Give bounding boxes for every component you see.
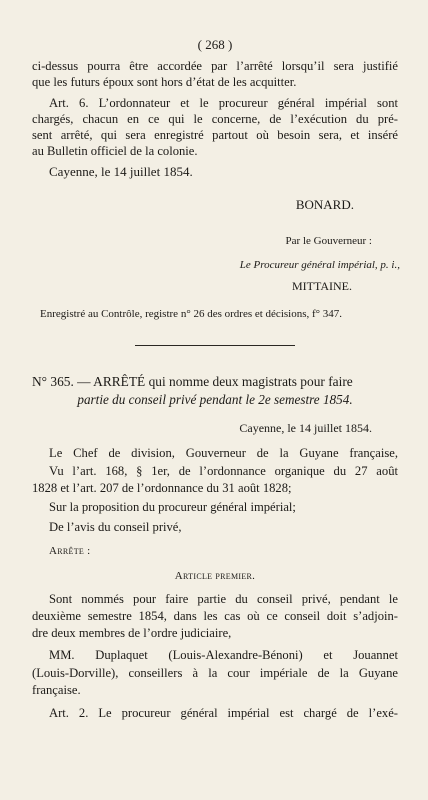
separator-rule [135,345,295,346]
vu-line-1: Vu l’art. 168, § 1er, de l’ordonnance organique du 27 août [49,464,398,478]
article-1-line-3: dre deux membres de l’ordre judiciaire, [32,626,232,640]
page-number: ( 268 ) [197,37,233,52]
article-6-line-2: chargés, chacun en ce qui le concerne, de l’exécution du pré- [32,112,398,126]
article-6-line-4: au Bulletin officiel de la colonie. [32,144,198,158]
continuation-line-1: ci-dessus pourra être accordée par l’arrêté lorsqu’il sera justifié [32,59,398,73]
article-6-line-3: sent arrêté, qui sera enregistré partout où besoin sera, et inséré [32,128,398,142]
article-6-line-1: Art. 6. L’ordonnateur et le procureur général impérial sont [49,96,398,110]
article-premier-heading: Article premier. [174,570,256,582]
arrete-heading-line-1: N° 365. — ARRÊTÉ qui nomme deux magistrats pour faire [32,374,353,389]
arrete-heading-line-2: partie du conseil privé pendant le 2e semestre 1854. [77,392,353,407]
arrete-date: Cayenne, le 14 juillet 1854. [239,421,372,435]
signature-mittaine: MITTAINE. [291,279,352,293]
members-line-1: MM. Duplaquet (Louis-Alexandre-Bénoni) et Jouannet [49,648,398,662]
vu-line-2: 1828 et l’art. 207 de l’ordonnance du 31 août 1828; [32,481,292,495]
arrete-label: Arrête : [49,545,91,557]
members-line-3: française. [32,683,81,697]
procureur-title: Le Procureur général impérial, p. i., [239,259,400,271]
par-le-gouverneur: Par le Gouverneur : [285,235,372,247]
signature-bonard: BONARD. [295,197,354,212]
article-1-line-2: deuxième semestre 1854, dans les cas où ce conseil doit s’adjoin- [32,609,398,623]
registration-line: Enregistré au Contrôle, registre n° 26 des ordres et décisions, f° 347. [40,308,343,320]
date-line: Cayenne, le 14 juillet 1854. [49,164,193,179]
article-1-line-1: Sont nommés pour faire partie du conseil privé, pendant le [49,592,398,606]
article-2-line-1: Art. 2. Le procureur général impérial est chargé de l’exé- [49,706,398,720]
chef-de-division-line: Le Chef de division, Gouverneur de la Guyane française, [49,446,398,460]
sur-la-proposition: Sur la proposition du procureur général impérial; [49,500,296,514]
members-line-2: (Louis-Dorville), conseillers à la cour impériale de la Guyane [32,666,398,680]
de-l-avis: De l’avis du conseil privé, [49,520,182,534]
continuation-line-2: que les futurs époux sont hors d’état de les acquitter. [32,75,297,89]
